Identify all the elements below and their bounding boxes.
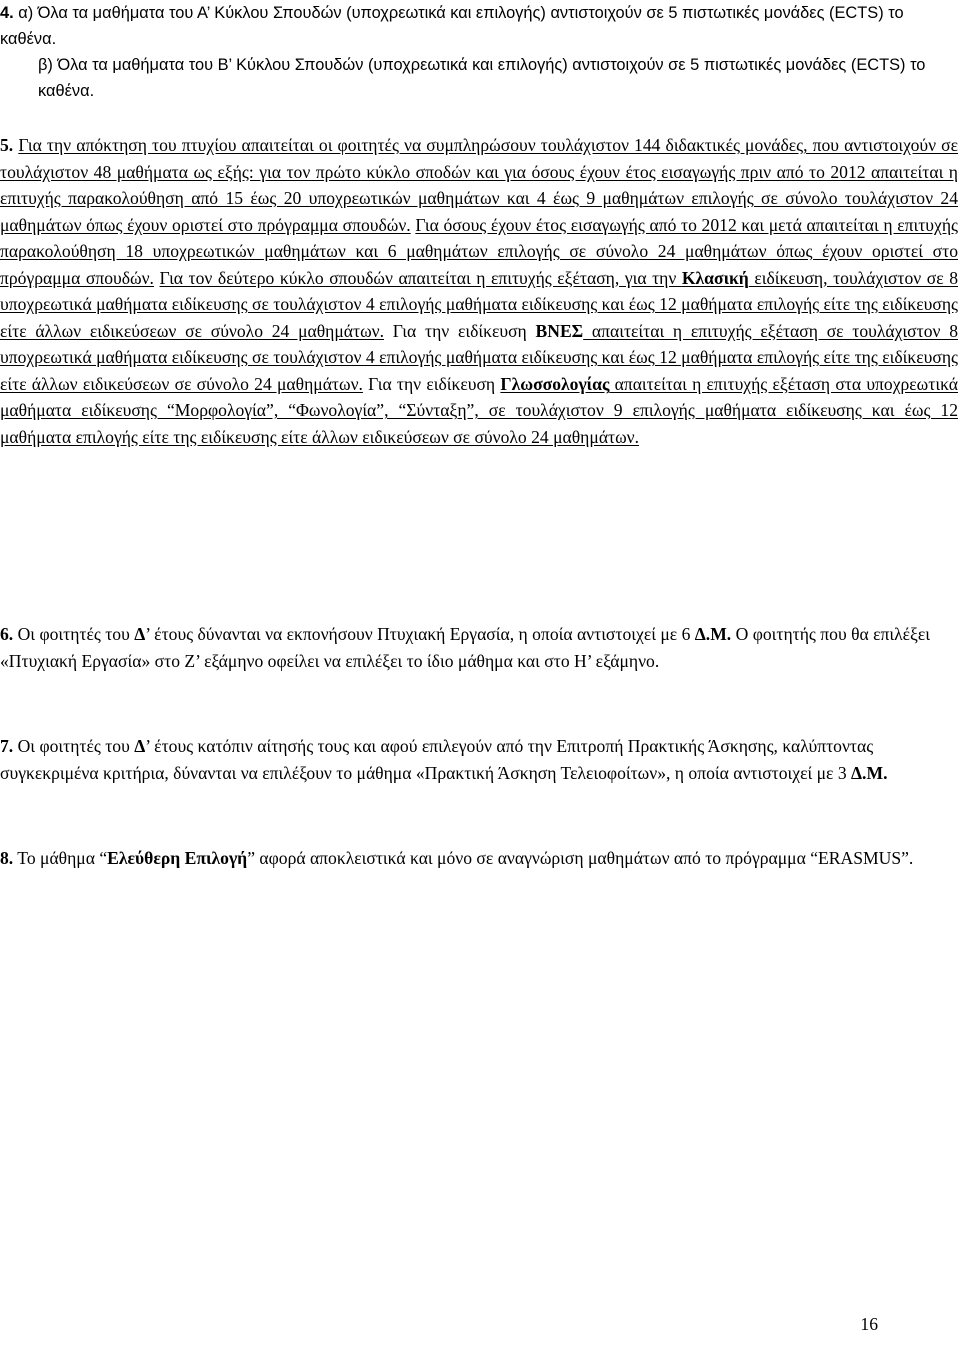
item-6-paragraph <box>0 621 958 674</box>
item-7-year-delta: Δ <box>134 736 146 756</box>
item-6-year-delta: Δ <box>134 624 146 644</box>
item-7-text-2: ’ έτους κατόπιν αίτησής τους και αφού επιλεγούν από την Επιτροπή Πρακτικής Άσκησης, καλύπτοντας συγκεκριμένα κριτήρια, δύνανται να επιλέξουν το μάθημα «Πρακτική Άσκηση Τελειοφοίτων», η οποία αντιστοιχεί με 3 <box>0 736 874 783</box>
item-7 <box>0 733 958 786</box>
item-5-number: 5. <box>0 135 14 155</box>
item-6 <box>0 621 958 674</box>
item-5-sentence-3-start: Για τον δεύτερο κύκλο σπουδών απαιτείται η επιτυχής εξέταση, για την <box>159 267 682 288</box>
item-4-text-a: α) Όλα τα μαθήματα του Α’ Κύκλου Σπουδών (υποχρεωτικά και επιλογής) αντιστοιχούν σε 5 πιστωτικές μονάδες (ECTS) το καθένα. <box>0 4 904 48</box>
item-5-paragraph <box>0 132 958 450</box>
item-8-text-2: ” αφορά αποκλειστικά και μόνο σε αναγνώριση μαθημάτων από το πρόγραμμα “ERASMUS”. <box>247 848 914 868</box>
item-6-credits-abbr: Δ.Μ. <box>694 624 732 644</box>
item-5-sentence-1: Για την απόκτηση του πτυχίου απαιτείται οι φοιτητές να συμπληρώσουν τουλάχιστον 144 διδακτικές μονάδες, που αντιστοιχούν σε τουλάχιστον 48 μαθήματα ως εξής: για τον πρώτο κύκλο σποδών και για όσους έχουν έτος εισαγωγής πριν από το 2012 απαιτείται η επιτυχής παρακολούθηση από 15 έως 20 υποχρεωτικών μαθημάτων και 4 έως 9 μαθημάτων επιλογής σε σύνολο τουλάχιστον 24 μαθημάτων όπως έχουν οριστεί στο πρόγραμμα σπουδών. <box>0 135 959 235</box>
item-5 <box>0 132 958 450</box>
item-4-text-b: β) Όλα τα μαθήματα του Β’ Κύκλου Σπουδών (υποχρεωτικά και επιλογής) αντιστοιχούν σε 5 πιστωτικές μονάδες (ECTS) το καθένα. <box>38 56 926 100</box>
page-number: 16 <box>860 1314 878 1334</box>
item-6-number: 6. <box>0 624 14 644</box>
item-7-text-1: Οι φοιτητές του <box>13 736 135 756</box>
item-5-bnes-specialty: ΒΝΕΣ <box>535 320 584 341</box>
item-5-classic-specialty: Κλασική <box>681 267 749 288</box>
item-6-text-3: Ο φοιτητής που θα επιλέξει «Πτυχιακή Εργασία» στο Ζ’ εξάμηνο οφείλει να επιλέξει το ίδιο μάθημα και στο Η’ εξάμηνο. <box>0 624 931 671</box>
item-4-line-a <box>0 0 958 52</box>
item-7-paragraph <box>0 733 958 786</box>
item-4 <box>0 0 958 104</box>
item-5-sentence-3-end: ειδίκευση, τουλάχιστον σε 8 υποχρεωτικά μαθήματα ειδίκευσης σε τουλάχιστον 4 επιλογής μαθήματα ειδίκευσης και έως 12 μαθήματα επιλογής είτε της ειδίκευσης είτε άλλων ειδικεύσεων σε σύνολο 24 μαθημάτων. <box>0 267 958 341</box>
item-8-text-1: Το μάθημα “ <box>13 848 108 868</box>
item-5-sentence-5-start: Για την ειδίκευση <box>362 373 501 394</box>
item-4-number: 4. <box>0 4 14 22</box>
item-5-sentence-2: Για όσους έχουν έτος εισαγωγής από το 2012 και μετά απαιτείται η επιτυχής παρακολούθηση 18 υποχρεωτικών μαθημάτων και 6 μαθημάτων επιλογής σε σύνολο 24 μαθημάτων όπως έχουν οριστεί στο πρόγραμμα σπουδών. <box>0 214 958 288</box>
item-8 <box>0 845 958 872</box>
item-6-text-2: ’ έτους δύνανται να εκπονήσουν Πτυχιακή Εργασία, η οποία αντιστοιχεί με 6 <box>145 624 695 644</box>
item-5-linguistics-specialty: Γλωσσολογίας <box>500 373 610 394</box>
item-5-sentence-5-end: απαιτείται η επιτυχής εξέταση στα υποχρεωτικά μαθήματα ειδίκευσης “Μορφολογία”, “Φωνολογία”, “Σύνταξη”, σε τουλάχιστον 9 επιλογής μαθήματα ειδίκευσης και έως 12 μαθήματα επιλογής είτε της ειδίκευσης είτε άλλων ειδικεύσεων σε σύνολο 24 μαθημάτων. <box>0 373 958 447</box>
item-8-free-choice: Ελεύθερη Επιλογή <box>107 848 248 868</box>
item-8-number: 8. <box>0 848 14 868</box>
item-6-text-1: Οι φοιτητές του <box>13 624 135 644</box>
item-5-sentence-4-start: Για την ειδίκευση <box>384 320 536 341</box>
item-7-number: 7. <box>0 736 14 756</box>
item-5-sentence-4-end: απαιτείται η επιτυχής εξέταση σε τουλάχιστον 8 υποχρεωτικά μαθήματα ειδίκευσης σε τουλάχιστον 4 επιλογής μαθήματα ειδίκευσης και έως 12 μαθήματα επιλογής είτε της ειδίκευσης είτε άλλων ειδικεύσεων σε σύνολο 24 μαθημάτων. <box>0 320 959 394</box>
item-7-credits-abbr: Δ.Μ. <box>851 762 888 783</box>
item-8-paragraph <box>0 845 958 872</box>
